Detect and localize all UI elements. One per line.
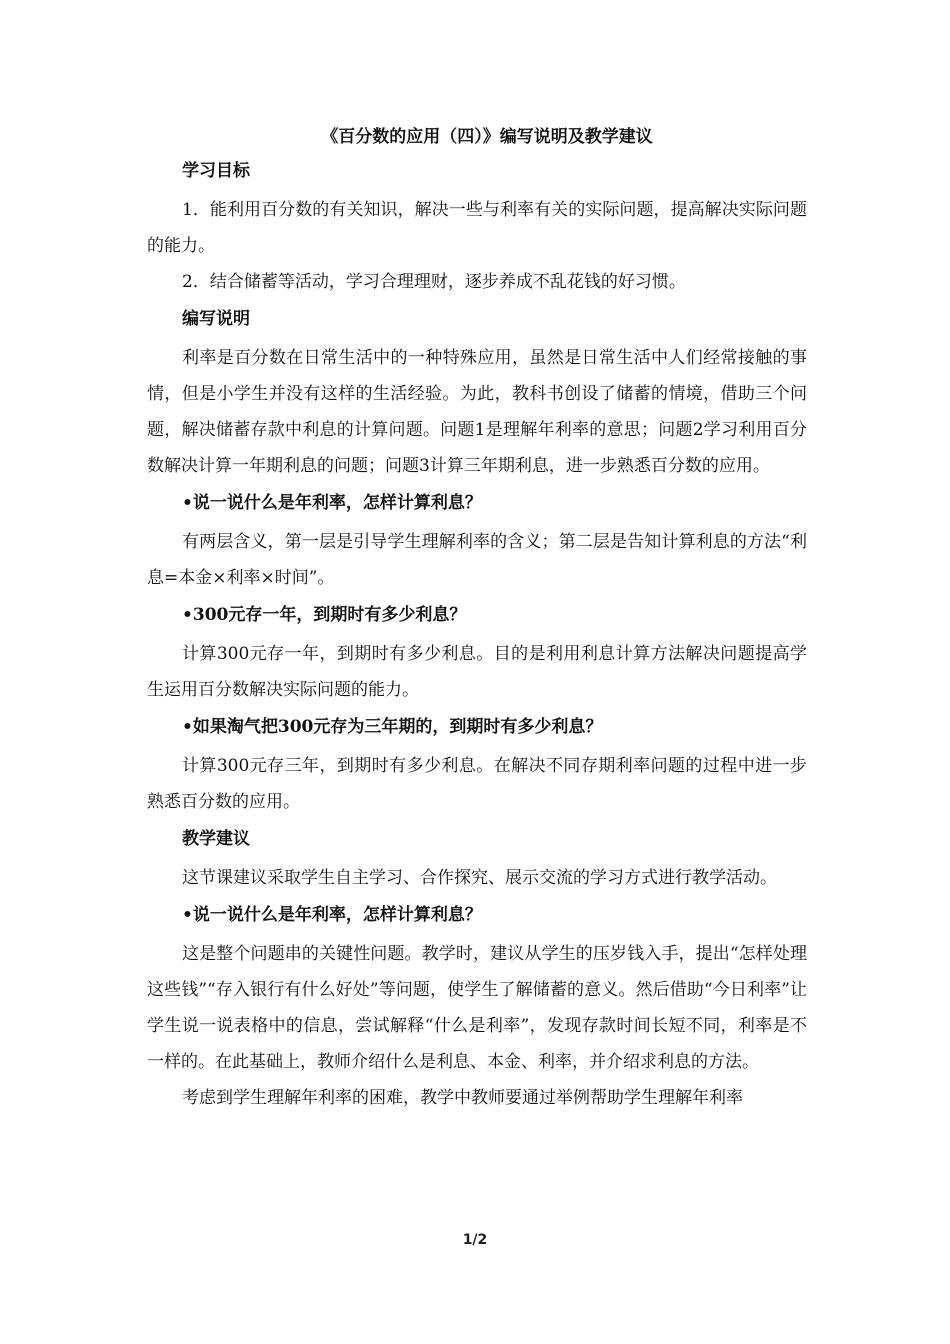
section-heading-teaching: 教学建议 (182, 829, 250, 849)
teaching-paragraph: 这节课建议采取学生自主学习、合作探究、展示交流的学习方式进行教学活动。 (182, 868, 777, 888)
question-text-2: 计算300元存一年，到期时有多少利息。目的是利用利息计算方法解决问题提高学生运用百分数解决实际问题的能力。 (147, 644, 807, 700)
section-heading-goals: 学习目标 (182, 161, 250, 181)
page-number: 1/2 (462, 1232, 488, 1248)
teaching-question-text-1: 这是整个问题串的关键性问题。教学时，建议从学生的压岁钱入手，提出“怎样处理这些钱”“存入银行有什么好处”等问题，使学生了解储蓄的意义。然后借助“今日利率”让学生说一说表格中的信息，尝试解释“什么是利率”，发现存款时间长短不同，利率是不一样的。在此基础上，教师介绍什么是利息、本金、利率，并介绍求利息的方法。 (147, 944, 807, 1072)
teaching-question-text-2: 考虑到学生理解年利率的困难，教学中教师要通过举例帮助学生理解年利率 (182, 1088, 743, 1108)
teaching-question-heading-1: •说一说什么是年利率，怎样计算利息？ (182, 905, 482, 925)
section-heading-writing: 编写说明 (182, 309, 250, 329)
question-heading-1: •说一说什么是年利率，怎样计算利息？ (182, 493, 482, 513)
goal-item-2: 2．结合储蓄等活动，学习合理理财，逐步养成不乱花钱的好习惯。 (182, 272, 686, 292)
document-title: 《百分数的应用（四）》编写说明及教学建议 (321, 127, 653, 147)
document-body (147, 122, 807, 1116)
question-heading-3: •如果淘气把300元存为三年期的，到期时有多少利息？ (182, 717, 603, 737)
question-text-1: 有两层含义，第一层是引导学生理解利率的含义；第二层是告知计算利息的方法“利息=本金×利率×时间”。 (147, 532, 807, 588)
question-text-3: 计算300元存三年，到期时有多少利息。在解决不同存期利率问题的过程中进一步熟悉百分数的应用。 (147, 756, 807, 812)
goal-item-1: 1．能利用百分数的有关知识，解决一些与利率有关的实际问题，提高解决实际问题的能力。 (147, 200, 807, 256)
question-heading-2: •300元存一年，到期时有多少利息？ (182, 605, 467, 625)
writing-paragraph: 利率是百分数在日常生活中的一种特殊应用，虽然是日常生活中人们经常接触的事情，但是小学生并没有这样的生活经验。为此，教科书创设了储蓄的情境，借助三个问题，解决储蓄存款中利息的计算问题。问题1是理解年利率的意思；问题2学习利用百分数解决计算一年期利息的问题；问题3计算三年期利息，进一步熟悉百分数的应用。 (147, 348, 807, 476)
